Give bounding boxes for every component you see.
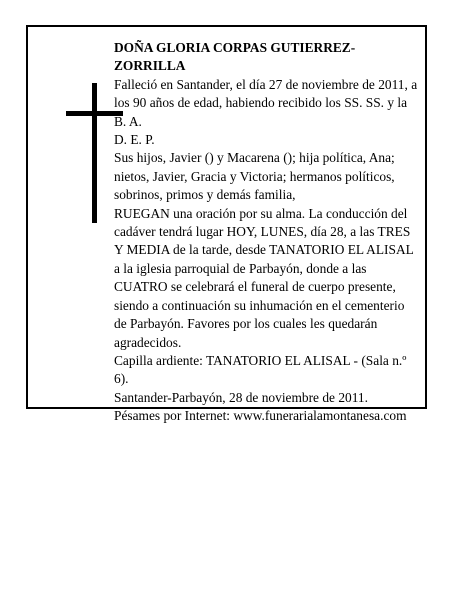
cross-icon — [92, 83, 97, 223]
rest-in-peace: D. E. P. — [114, 132, 155, 148]
funeral-details: RUEGAN una oración por su alma. La conducción del cadáver tendrá lugar HOY, LUNES, día 28, a las TRES Y MEDIA de la tarde, desde TANATORIO EL ALISAL a la iglesia parroquial de Parbayón, donde a las CUATRO se celebrará el funeral de cuerpo presente, siendo a continuación su inhumación en el cementerio de Parbayón. Favores por los cuales les quedarán agradecidos. — [114, 205, 414, 350]
death-announcement: Falleció en Santander, el día 27 de noviembre de 2011, a los 90 años de edad, habiendo recibido los SS. SS. y la B. A. — [114, 76, 418, 129]
condolences-info: Pésames por Internet: www.funerarialamontanesa.com — [114, 408, 407, 424]
chapel-info: Capilla ardiente: TANATORIO EL ALISAL - (Sala n.º 6). — [114, 352, 407, 387]
place-date: Santander-Parbayón, 28 de noviembre de 2011. — [114, 389, 368, 405]
deceased-name: DOÑA GLORIA CORPAS GUTIERREZ-ZORRILLA — [114, 40, 356, 74]
family-list: Sus hijos, Javier () y Macarena (); hija política, Ana; nietos, Javier, Gracia y Victoria; hermanos políticos, sobrinos, primos y demás familia, — [114, 150, 395, 203]
obituary-text — [114, 39, 418, 426]
